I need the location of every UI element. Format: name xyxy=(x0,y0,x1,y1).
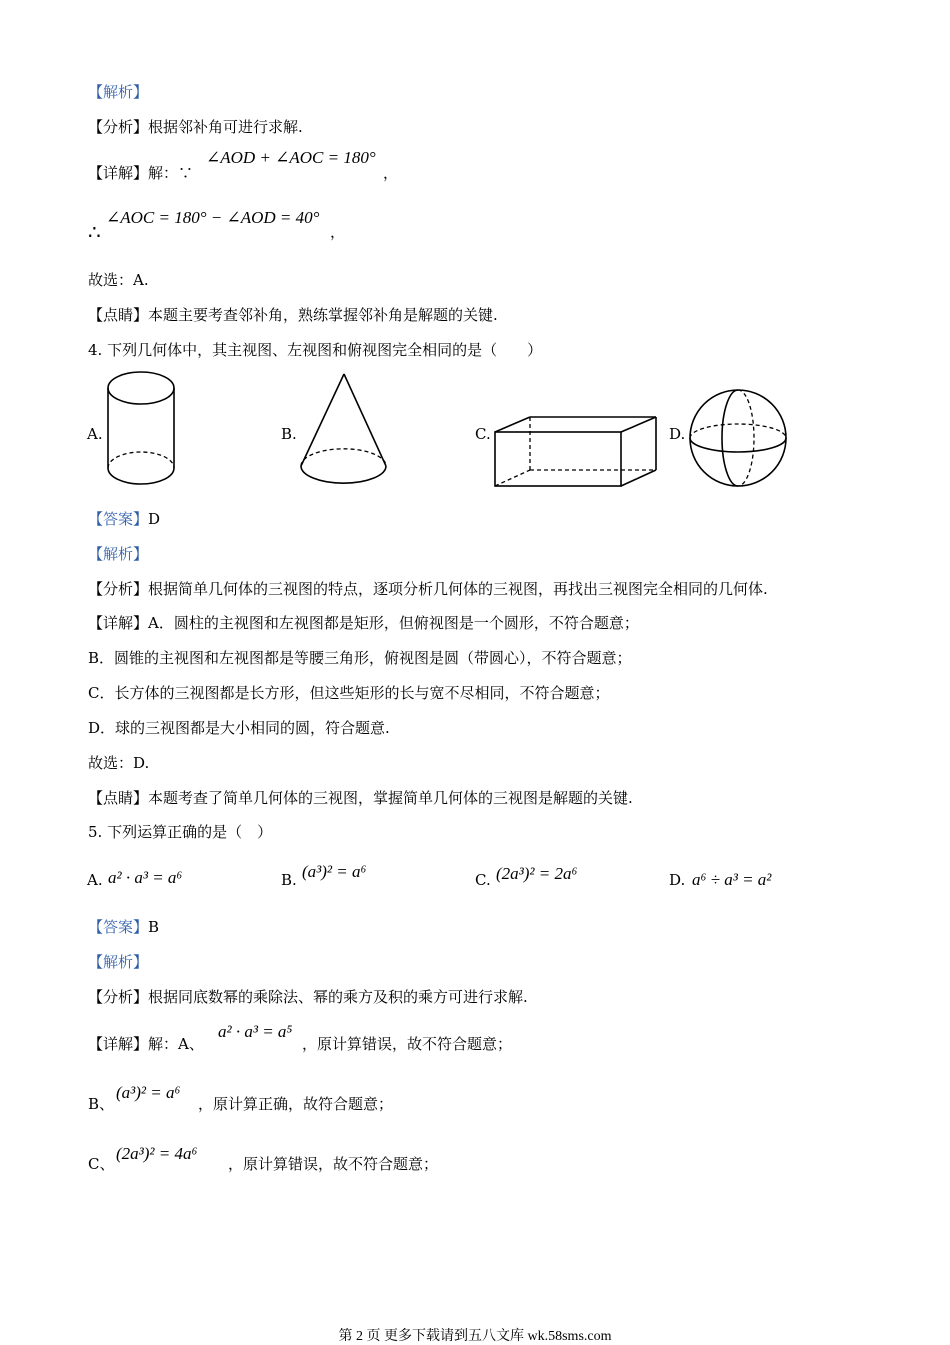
fenxi-text: 根据简单几何体的三视图的特点，逐项分析几何体的三视图，再找出三视图完全相同的几何体. xyxy=(148,580,768,598)
option-d-label: D. xyxy=(669,425,686,443)
option-c-expr: (2a³)² = 2a⁶ xyxy=(496,864,578,883)
xiangjie-line-q3 xyxy=(88,163,193,183)
option-a-expr: a² · a³ = a⁶ xyxy=(108,868,183,887)
xiangjie-prefix: 解：A、 xyxy=(148,1035,204,1053)
option-c-label: C. xyxy=(475,425,491,443)
option-b-label: B. xyxy=(281,425,297,443)
xiangjie-a: A．圆柱的主视图和左视图都是矩形，但俯视图是一个圆形，不符合题意； xyxy=(148,614,639,632)
sphere-figure xyxy=(686,388,790,490)
dianjing-text: 本题主要考查邻补角，熟练掌握邻补角是解题的关键. xyxy=(148,306,498,324)
jiexi-heading-q3: 【解析】 xyxy=(88,83,149,101)
explain-b: B．圆锥的主视图和左视图都是等腰三角形，俯视图是圆（带圆心），不符合题意； xyxy=(88,649,632,667)
fenxi-text: 根据邻补角可进行求解. xyxy=(148,118,303,136)
option-b-label: B. xyxy=(281,871,297,889)
guxuan-q4: 故选：D. xyxy=(88,754,150,772)
detail-c-prefix: C、 xyxy=(88,1155,115,1173)
dianjing-line-q3 xyxy=(88,305,498,325)
answer-line-q5 xyxy=(88,917,159,937)
dianjing-tag: 【点睛】 xyxy=(88,306,149,324)
option-a-label: A. xyxy=(87,425,103,443)
xiangjie-tag: 【详解】 xyxy=(88,1035,149,1053)
therefore-symbol: ∴ xyxy=(88,220,101,244)
cone-figure xyxy=(298,372,390,490)
cuboid-figure xyxy=(492,414,660,490)
page-footer: 第 2 页 更多下载请到五八文库 wk.58sms.com xyxy=(338,1329,612,1344)
dianjing-line-q4 xyxy=(88,788,633,808)
option-a-label: A. xyxy=(87,871,103,889)
fenxi-text: 根据同底数幂的乘除法、幂的乘方及积的乘方可进行求解. xyxy=(148,988,528,1006)
equation-2: ∠AOC = 180° − ∠AOD = 40° xyxy=(106,208,320,227)
xiangjie-prefix: 解：∵ xyxy=(148,164,194,182)
jiexi-heading-q4: 【解析】 xyxy=(88,545,149,563)
dianjing-tag: 【点睛】 xyxy=(88,789,149,807)
detail-b-prefix: B、 xyxy=(88,1095,115,1113)
jiexi-heading-q5: 【解析】 xyxy=(88,953,149,971)
fenxi-tag: 【分析】 xyxy=(88,988,149,1006)
option-c-label: C. xyxy=(475,871,491,889)
answer-value: D xyxy=(148,510,161,528)
detail-c-tail: ，原计算错误，故不符合题意； xyxy=(228,1155,439,1173)
fenxi-line-q4 xyxy=(88,579,768,599)
xiangjie-tag: 【详解】 xyxy=(88,164,149,182)
question-4: 4. 下列几何体中，其主视图、左视图和俯视图完全相同的是（ ） xyxy=(88,341,543,359)
detail-b-expr: (a³)² = a⁶ xyxy=(116,1083,181,1102)
question-5: 5. 下列运算正确的是（ ） xyxy=(88,823,273,841)
fenxi-tag: 【分析】 xyxy=(88,580,149,598)
xiangjie-tag: 【详解】 xyxy=(88,614,149,632)
detail-a-tail: ，原计算错误，故不符合题意； xyxy=(302,1035,513,1053)
detail-b-tail: ，原计算正确，故符合题意； xyxy=(198,1095,394,1113)
answer-line-q4 xyxy=(88,509,160,529)
comma: ， xyxy=(330,223,346,241)
detail-c-expr: (2a³)² = 4a⁶ xyxy=(116,1144,198,1163)
option-b-expr: (a³)² = a⁶ xyxy=(302,862,367,881)
fenxi-line-q5 xyxy=(88,987,528,1007)
option-d-label: D. xyxy=(669,871,686,889)
xiangjie-line-q5 xyxy=(88,1034,204,1054)
guxuan-q3: 故选：A. xyxy=(88,271,149,289)
detail-a-expr: a² · a³ = a⁵ xyxy=(218,1022,293,1041)
equation-1: ∠AOD + ∠AOC = 180° xyxy=(206,148,376,167)
answer-tag: 【答案】 xyxy=(88,918,149,936)
fenxi-tag: 【分析】 xyxy=(88,118,149,136)
comma: ， xyxy=(383,164,399,182)
xiangjie-line-q4 xyxy=(88,613,639,633)
explain-c: C．长方体的三视图都是长方形，但这些矩形的长与宽不尽相同，不符合题意； xyxy=(88,684,610,702)
answer-tag: 【答案】 xyxy=(88,510,149,528)
explain-d: D．球的三视图都是大小相同的圆，符合题意. xyxy=(88,719,390,737)
cylinder-figure xyxy=(104,368,178,490)
answer-value: B xyxy=(148,918,160,936)
option-d-expr: a⁶ ÷ a³ = a² xyxy=(692,870,772,889)
fenxi-line-q3 xyxy=(88,117,303,137)
dianjing-text: 本题考查了简单几何体的三视图，掌握简单几何体的三视图是解题的关键. xyxy=(148,789,633,807)
